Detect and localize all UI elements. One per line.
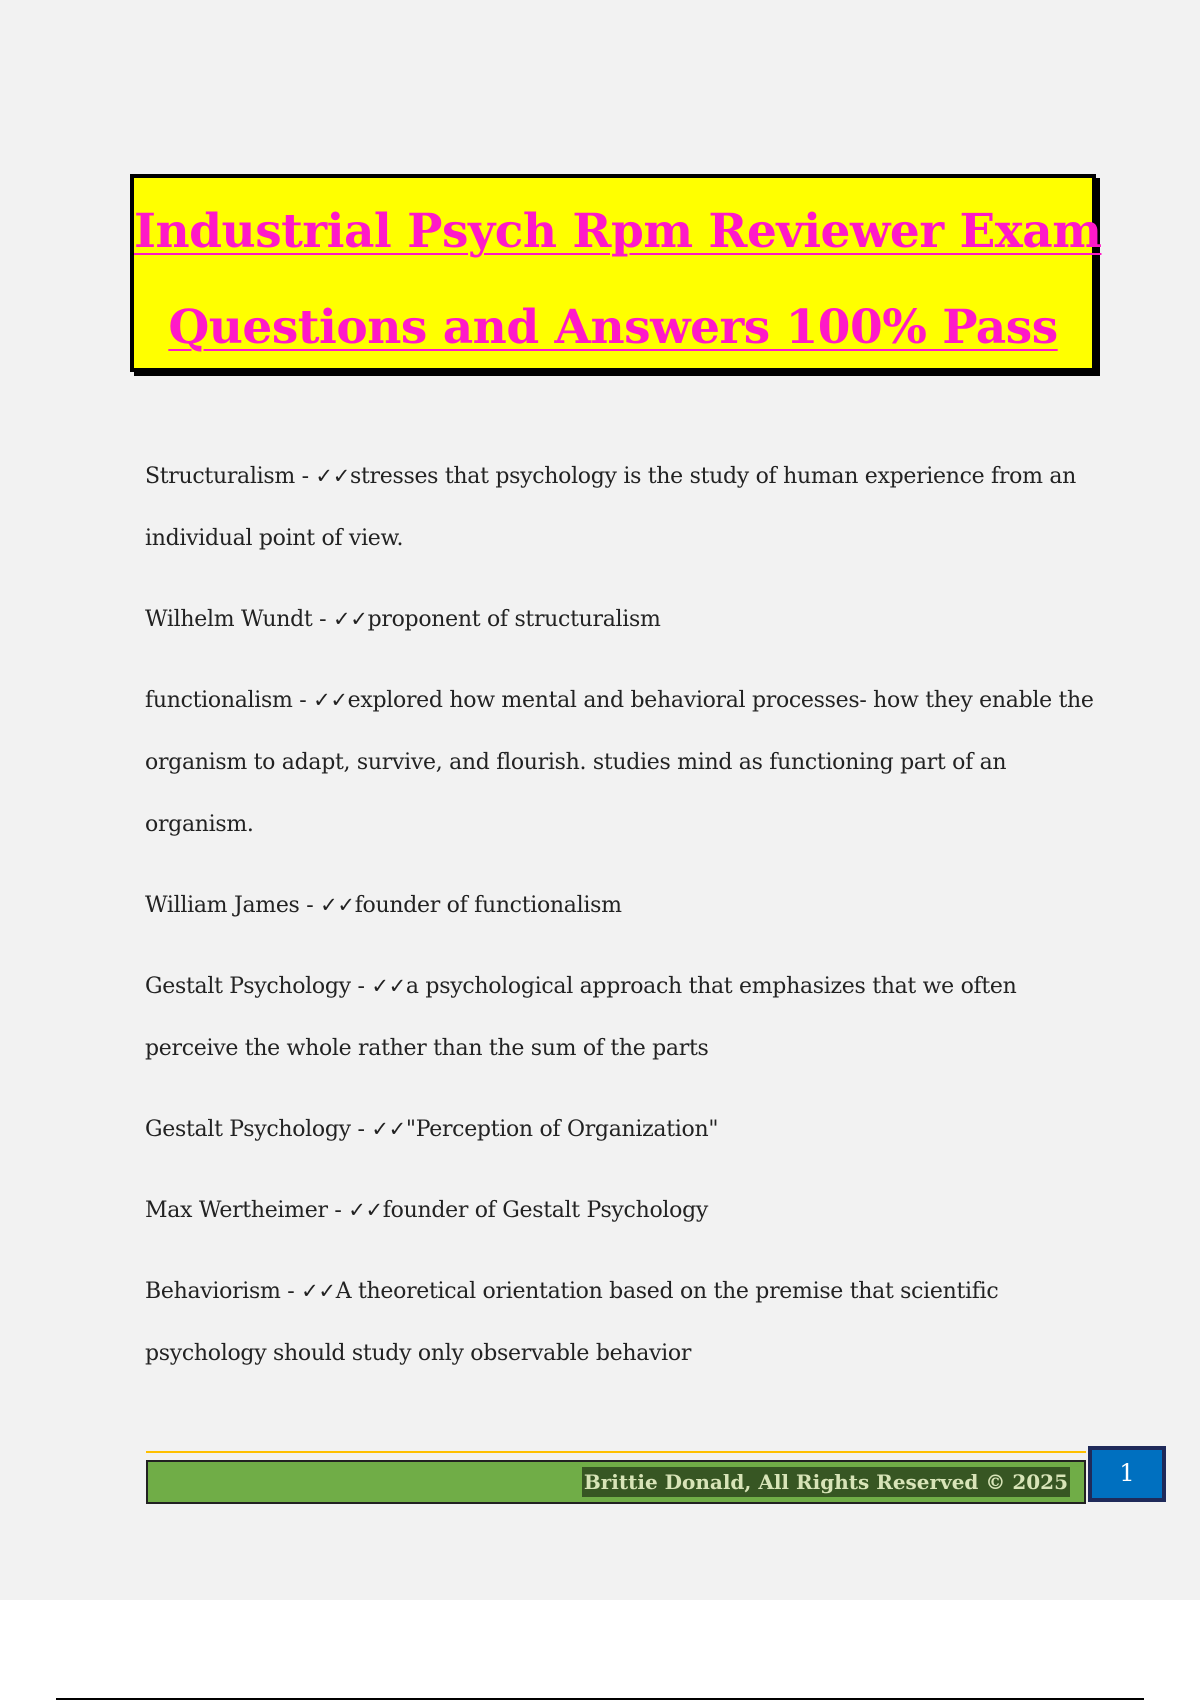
qa-list xyxy=(145,445,1105,1403)
entry-term: Max Wertheimer xyxy=(145,1198,328,1223)
entry-term: William James xyxy=(145,893,300,918)
entry-definition: proponent of structuralism xyxy=(367,607,661,632)
footer-divider xyxy=(146,1451,1086,1453)
qa-entry xyxy=(145,1179,1105,1242)
entry-separator: - xyxy=(299,893,321,918)
checkmark-icon: ✓✓ xyxy=(301,1279,336,1303)
checkmark-icon: ✓✓ xyxy=(320,893,355,917)
entry-term: Wilhelm Wundt xyxy=(145,607,313,632)
checkmark-icon: ✓✓ xyxy=(333,607,368,631)
title-line-2: Questions and Answers 100% Pass xyxy=(168,300,1058,355)
title-box xyxy=(130,174,1102,372)
footer-copyright: Brittie Donald, All Rights Reserved © 2025 xyxy=(582,1467,1070,1497)
qa-entry xyxy=(145,445,1105,570)
entry-definition: a psychological approach that emphasizes that we often perceive the whole rather than the sum of the parts xyxy=(145,974,1017,1061)
entry-term: Gestalt Psychology xyxy=(145,1117,351,1142)
qa-entry xyxy=(145,874,1105,937)
entry-separator: - xyxy=(292,688,314,713)
qa-entry xyxy=(145,669,1105,856)
entry-definition: founder of functionalism xyxy=(354,893,622,918)
entry-definition: "Perception of Organization" xyxy=(405,1117,719,1142)
entry-separator: - xyxy=(294,464,316,489)
entry-definition: explored how mental and behavioral processes- how they enable the organism to adapt, survive, and flourish. studies mind as functioning part of an organism. xyxy=(145,688,1094,837)
entry-separator: - xyxy=(280,1279,302,1304)
checkmark-icon: ✓✓ xyxy=(348,1198,383,1222)
page-number: 1 xyxy=(1088,1446,1166,1502)
entry-separator: - xyxy=(312,607,333,632)
qa-entry xyxy=(145,955,1105,1080)
checkmark-icon: ✓✓ xyxy=(315,464,351,488)
entry-term: Structuralism xyxy=(145,464,295,489)
entry-separator: - xyxy=(350,1117,372,1142)
checkmark-icon: ✓✓ xyxy=(313,688,348,712)
entry-definition: A theoretical orientation based on the premise that scientific psychology should study only observable behavior xyxy=(145,1279,999,1366)
checkmark-icon: ✓✓ xyxy=(371,974,406,998)
entry-separator: - xyxy=(327,1198,349,1223)
entry-term: functionalism xyxy=(145,688,293,713)
entry-separator: - xyxy=(350,974,372,999)
qa-entry xyxy=(145,1260,1105,1385)
qa-entry xyxy=(145,1098,1105,1161)
checkmark-icon: ✓✓ xyxy=(371,1117,406,1141)
title-line-1: Industrial Psych Rpm Reviewer Exam xyxy=(134,204,1102,259)
footer-bar xyxy=(146,1460,1086,1504)
entry-term: Behaviorism xyxy=(145,1279,281,1304)
entry-definition: founder of Gestalt Psychology xyxy=(382,1198,708,1223)
entry-term: Gestalt Psychology xyxy=(145,974,351,999)
entry-definition: stresses that psychology is the study of human experience from an individual point of view. xyxy=(145,464,1077,551)
qa-entry xyxy=(145,588,1105,651)
